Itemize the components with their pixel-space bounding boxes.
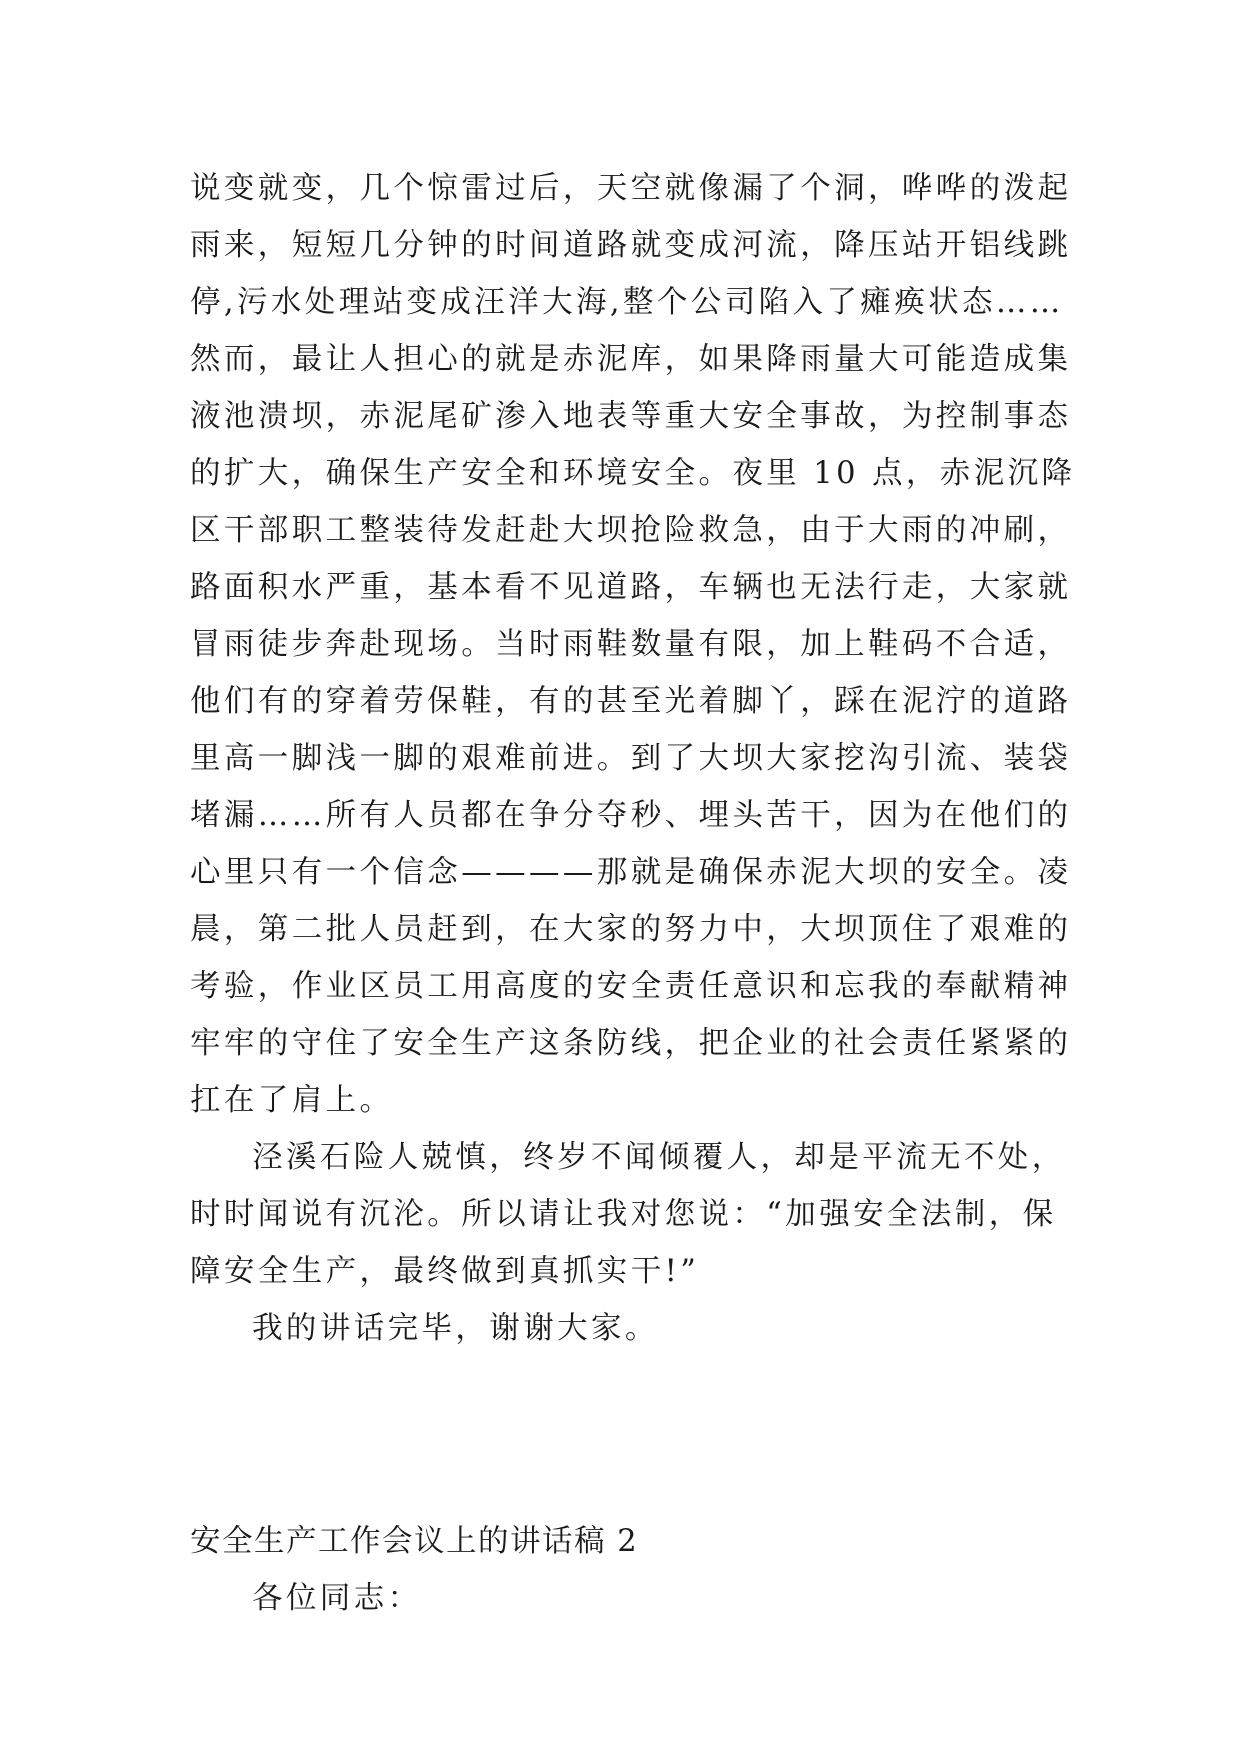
text-line: 液池溃坝，赤泥尾矿渗入地表等重大安全事故，为控制事态 bbox=[190, 399, 1072, 434]
text-line: 晨，第二批人员赶到，在大家的努力中，大坝顶住了艰难的 bbox=[190, 912, 1072, 947]
text-line: 的扩大，确保生产安全和环境安全。夜里 10 点，赤泥沉降 bbox=[190, 456, 1076, 491]
salutation: 各位同志： bbox=[252, 1581, 422, 1616]
text-line: 时时闻说有沉沦。所以请让我对您说：“加强安全法制，保 bbox=[190, 1197, 1057, 1232]
text-line: 雨来，短短几分钟的时间道路就变成河流，降压站开铝线跳 bbox=[190, 228, 1072, 263]
paragraph-2 bbox=[190, 1129, 1066, 1300]
text-line: 说变就变，几个惊雷过后，天空就像漏了个洞，哗哗的泼起 bbox=[190, 171, 1072, 206]
text-line: 里高一脚浅一脚的艰难前进。到了大坝大家挖沟引流、装袋 bbox=[190, 741, 1072, 776]
document-body bbox=[190, 160, 1076, 1357]
text-line: 然而，最让人担心的就是赤泥库，如果降雨量大可能造成集 bbox=[190, 342, 1072, 377]
text-line: 泾溪石险人兢慎，终岁不闻倾覆人，却是平流无不处， bbox=[252, 1140, 1066, 1175]
text-line: 他们有的穿着劳保鞋，有的甚至光着脚丫，踩在泥泞的道路 bbox=[190, 684, 1072, 719]
text-line: 停,污水处理站变成汪洋大海,整个公司陷入了瘫痪状态…… bbox=[190, 285, 1064, 320]
paragraph-1 bbox=[190, 160, 1076, 1129]
paragraph-3 bbox=[190, 1300, 1058, 1357]
section-heading: 安全生产工作会议上的讲话稿 2 bbox=[190, 1524, 639, 1559]
text-line: 堵漏……所有人员都在争分夺秒、埋头苦干，因为在他们的 bbox=[190, 798, 1072, 833]
text-line: 心里只有一个信念————那就是确保赤泥大坝的安全。凌 bbox=[190, 855, 1072, 890]
text-line: 区干部职工整装待发赶赴大坝抢险救急，由于大雨的冲刷， bbox=[190, 513, 1072, 548]
text-line: 牢牢的守住了安全生产这条防线，把企业的社会责任紧紧的 bbox=[190, 1026, 1072, 1061]
text-line: 冒雨徒步奔赴现场。当时雨鞋数量有限，加上鞋码不合适， bbox=[190, 627, 1072, 662]
text-line: 扛在了肩上。 bbox=[190, 1083, 394, 1118]
text-line: 路面积水严重，基本看不见道路，车辆也无法行走，大家就 bbox=[190, 570, 1072, 605]
text-line: 我的讲话完毕，谢谢大家。 bbox=[252, 1311, 659, 1346]
text-line: 考验，作业区员工用高度的安全责任意识和忘我的奉献精神 bbox=[190, 969, 1072, 1004]
text-line: 障安全生产，最终做到真抓实干!” bbox=[190, 1254, 700, 1289]
